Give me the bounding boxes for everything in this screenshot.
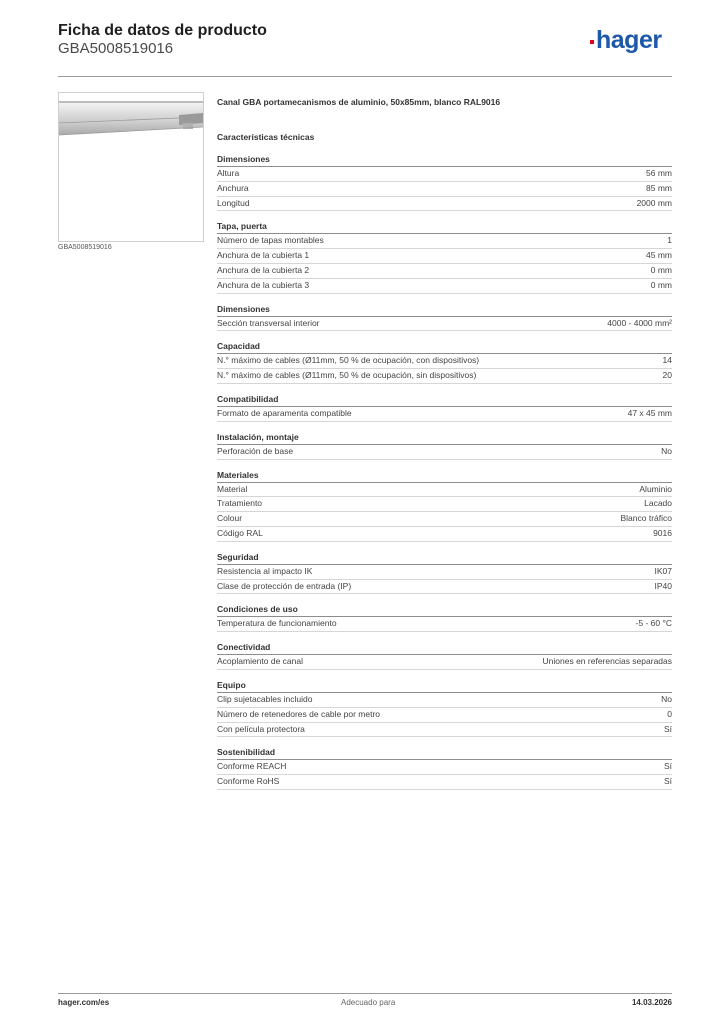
spec-label: Temperatura de funcionamiento: [217, 618, 337, 629]
spec-value: No: [661, 693, 672, 704]
page-title: Ficha de datos de producto: [58, 22, 267, 39]
spec-value: Aluminio: [639, 483, 672, 494]
section-title: Dimensiones: [217, 152, 672, 167]
footer-divider: [58, 993, 672, 994]
spec-value: 47 x 45 mm: [627, 407, 672, 418]
spec-section: [217, 152, 672, 211]
spec-label: Conforme REACH: [217, 761, 287, 772]
spec-section: [217, 602, 672, 632]
section-title: Dimensiones: [217, 302, 672, 317]
spec-value: IP40: [654, 580, 672, 591]
spec-row: [217, 708, 672, 723]
spec-value: Sí: [663, 723, 672, 734]
spec-row: [217, 527, 672, 542]
spec-value: 85 mm: [646, 182, 672, 193]
spec-value: 9016: [653, 527, 672, 538]
spec-section: [217, 339, 672, 384]
spec-value: Blanco tráfico: [620, 513, 672, 524]
spec-value: 56 mm: [646, 168, 672, 178]
section-title: Tapa, puerta: [217, 219, 672, 234]
spec-value: 0 mm: [650, 279, 672, 290]
spec-row: [217, 182, 672, 197]
product-code: GBA5008519016: [58, 40, 174, 57]
spec-value: IK07: [654, 565, 672, 576]
spec-section: [217, 468, 672, 542]
spec-section: [217, 392, 672, 422]
tech-heading: Características técnicas: [217, 132, 315, 142]
spec-value: Lacado: [644, 498, 672, 509]
spec-label: Con película protectora: [217, 723, 305, 734]
spec-label: Número de retenedores de cable por metro: [217, 708, 381, 719]
spec-row: [217, 197, 672, 212]
spec-row: [217, 775, 672, 790]
spec-label: Conforme RoHS: [217, 776, 280, 787]
product-name: Canal GBA portamecanismos de aluminio, 50x85mm, blanco RAL9016: [217, 97, 501, 107]
spec-label: Clase de protección de entrada (IP): [217, 580, 352, 591]
spec-value: 0 mm: [650, 264, 672, 275]
spec-row: [217, 317, 672, 332]
spec-label: Material: [217, 483, 248, 494]
spec-section: [217, 430, 672, 460]
spec-row: [217, 407, 672, 422]
spec-value: 4000 - 4000 mm²: [607, 317, 672, 328]
section-title: Sostenibilidad: [217, 745, 672, 760]
section-title: Materiales: [217, 468, 672, 483]
spec-row: [217, 249, 672, 264]
spec-value: 2000 mm: [636, 197, 672, 208]
spec-row: [217, 264, 672, 279]
spec-label: Formato de aparamenta compatible: [217, 407, 352, 418]
spec-value: -5 - 60 °C: [635, 618, 672, 629]
hager-logo[interactable]: [590, 28, 662, 53]
spec-label: N.° máximo de cables (Ø11mm, 50 % de ocupación, con dispositivos): [217, 355, 480, 366]
spec-row: [217, 760, 672, 775]
spec-label: Altura: [217, 168, 240, 178]
spec-section: [217, 219, 672, 293]
section-title: Equipo: [217, 678, 672, 693]
spec-section: [217, 745, 672, 790]
footer-website[interactable]: hager.com/es: [58, 998, 110, 1007]
spec-label: Resistencia al impacto IK: [217, 565, 313, 576]
spec-row: [217, 565, 672, 580]
logo-dot-icon: [590, 40, 594, 44]
section-title: Seguridad: [217, 550, 672, 565]
spec-value: 0: [667, 708, 672, 719]
spec-value: Uniones en referencias separadas: [542, 656, 672, 667]
cable-trunking-icon: [59, 93, 203, 241]
spec-value: 1: [667, 235, 672, 246]
section-title: Conectividad: [217, 640, 672, 655]
product-image: [58, 92, 204, 242]
spec-row: [217, 369, 672, 384]
spec-row: [217, 655, 672, 670]
spec-value: Sí: [663, 776, 672, 787]
header-divider: [58, 76, 672, 77]
spec-label: Perforación de base: [217, 445, 294, 456]
spec-row: [217, 234, 672, 249]
spec-value: 45 mm: [646, 250, 672, 261]
spec-label: Anchura de la cubierta 2: [217, 264, 310, 275]
spec-row: [217, 497, 672, 512]
section-title: Instalación, montaje: [217, 430, 672, 445]
spec-label: Longitud: [217, 197, 250, 208]
spec-row: [217, 445, 672, 460]
footer-date: 14.03.2026: [631, 998, 672, 1007]
spec-label: Número de tapas montables: [217, 235, 324, 246]
spec-label: Anchura: [217, 182, 249, 193]
spec-label: Sección transversal interior: [217, 317, 320, 328]
spec-label: Tratamiento: [217, 498, 263, 509]
footer-note: Adecuado para: [341, 998, 396, 1007]
spec-row: [217, 483, 672, 498]
spec-value: No: [661, 445, 672, 456]
section-title: Condiciones de uso: [217, 602, 672, 617]
spec-value: 20: [662, 370, 672, 381]
section-title: Capacidad: [217, 339, 672, 354]
spec-content: [217, 95, 672, 790]
spec-label: Colour: [217, 513, 243, 524]
spec-label: Acoplamiento de canal: [217, 656, 304, 667]
logo-text: hager: [596, 26, 662, 54]
spec-row: [217, 167, 672, 182]
spec-section: [217, 640, 672, 670]
spec-label: Código RAL: [217, 527, 263, 538]
spec-row: [217, 617, 672, 632]
spec-section: [217, 302, 672, 332]
spec-row: [217, 354, 672, 369]
product-image-caption: GBA5008519016: [58, 244, 112, 251]
section-title: Compatibilidad: [217, 392, 672, 407]
spec-section: [217, 678, 672, 737]
spec-row: [217, 279, 672, 294]
spec-row: [217, 580, 672, 595]
spec-section: [217, 550, 672, 595]
spec-label: N.° máximo de cables (Ø11mm, 50 % de ocupación, sin dispositivos): [217, 370, 477, 381]
spec-label: Anchura de la cubierta 3: [217, 279, 310, 290]
spec-row: [217, 723, 672, 738]
spec-value: 14: [662, 355, 672, 366]
spec-label: Clip sujetacables incluido: [217, 693, 313, 704]
spec-label: Anchura de la cubierta 1: [217, 250, 310, 261]
spec-row: [217, 512, 672, 527]
spec-value: Sí: [663, 761, 672, 772]
spec-row: [217, 693, 672, 708]
spec-sections: [217, 152, 672, 790]
